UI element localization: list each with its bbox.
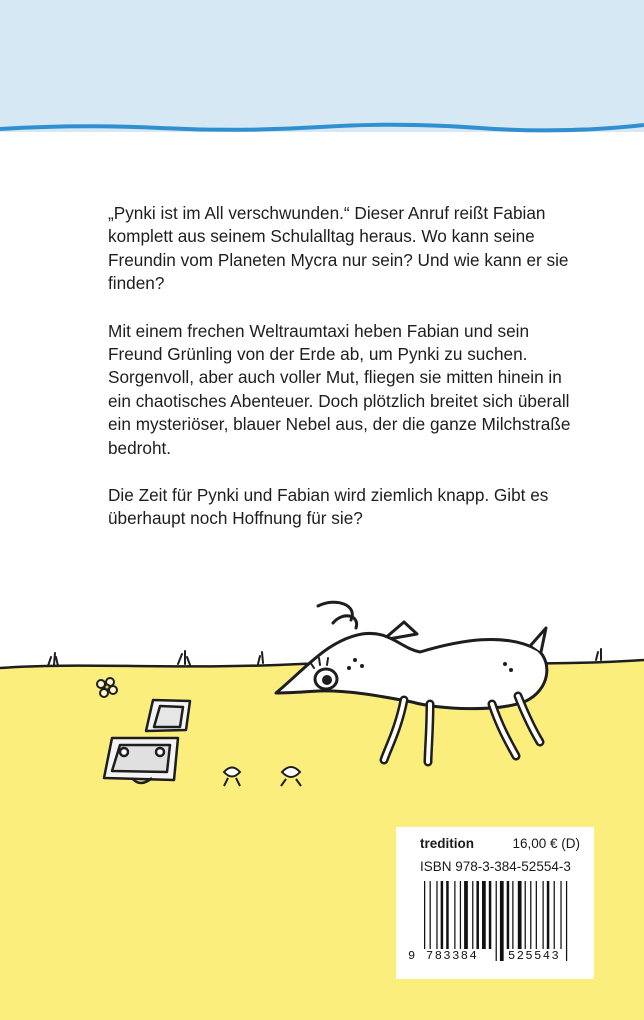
blurb-paragraph-3: Die Zeit für Pynki und Fabian wird ziemlich knapp. Gibt es überhaupt noch Hoffnung für sie? xyxy=(108,485,549,529)
barcode-bar xyxy=(489,881,492,949)
publisher-name: tredition xyxy=(420,836,474,851)
barcode-bar xyxy=(476,881,479,949)
barcode-bar xyxy=(446,881,449,949)
barcode-bar xyxy=(554,881,555,949)
barcode-bar xyxy=(441,881,444,949)
barcode-bar xyxy=(496,881,497,961)
barcode-bar xyxy=(518,881,522,949)
barcode-bar xyxy=(512,881,513,949)
barcode-bar xyxy=(507,881,510,949)
blurb-paragraph-2: Mit einem frechen Weltraumtaxi heben Fabian und sein Freund Grünling von der Erde ab, um Pynki zu suchen. Sorgenvoll, aber auch voller Mut, fliegen sie mitten hinein in ein chaotisches Abenteuer. Doch plötzlich breitet sich überall ein mysteriöser, blauer Nebel aus, der die ganze Milchstraße bedroht. xyxy=(108,320,571,458)
sky-band xyxy=(0,0,644,132)
isbn-text: ISBN 978-3-384-52554-3 xyxy=(420,859,571,874)
back-cover-blurb xyxy=(108,202,578,555)
imprint-box xyxy=(396,827,594,979)
publisher-price-row xyxy=(420,836,588,851)
barcode-left-digits: 783384 xyxy=(426,949,479,963)
barcode-right-digits: 525543 xyxy=(508,949,561,963)
blurb-paragraph-1: „Pynki ist im All verschwunden.“ Dieser Anruf reißt Fabian komplett aus seinem Schulalltag heraus. Wo kann seine Freundin vom Planeten Mycra nur sein? Und wie kann er sie finden? xyxy=(108,203,569,294)
barcode-bar xyxy=(536,881,537,949)
barcode-bar xyxy=(464,881,468,949)
barcode-bar xyxy=(454,881,455,949)
barcode-bar xyxy=(482,881,486,949)
barcode-bar xyxy=(547,881,550,949)
barcode-bar xyxy=(560,881,561,949)
barcode-bar xyxy=(460,881,461,949)
book-price: 16,00 € (D) xyxy=(512,836,580,851)
flower-icon xyxy=(97,678,117,697)
barcode-bar xyxy=(566,881,567,961)
barcode-bar xyxy=(472,881,473,949)
barcode-bar xyxy=(525,881,526,949)
barcode-bar xyxy=(500,881,504,961)
barcode-bar xyxy=(543,881,544,949)
barcode-first-digit: 9 xyxy=(408,949,416,963)
barcode-bar xyxy=(530,881,531,949)
barcode-bar xyxy=(436,881,437,949)
